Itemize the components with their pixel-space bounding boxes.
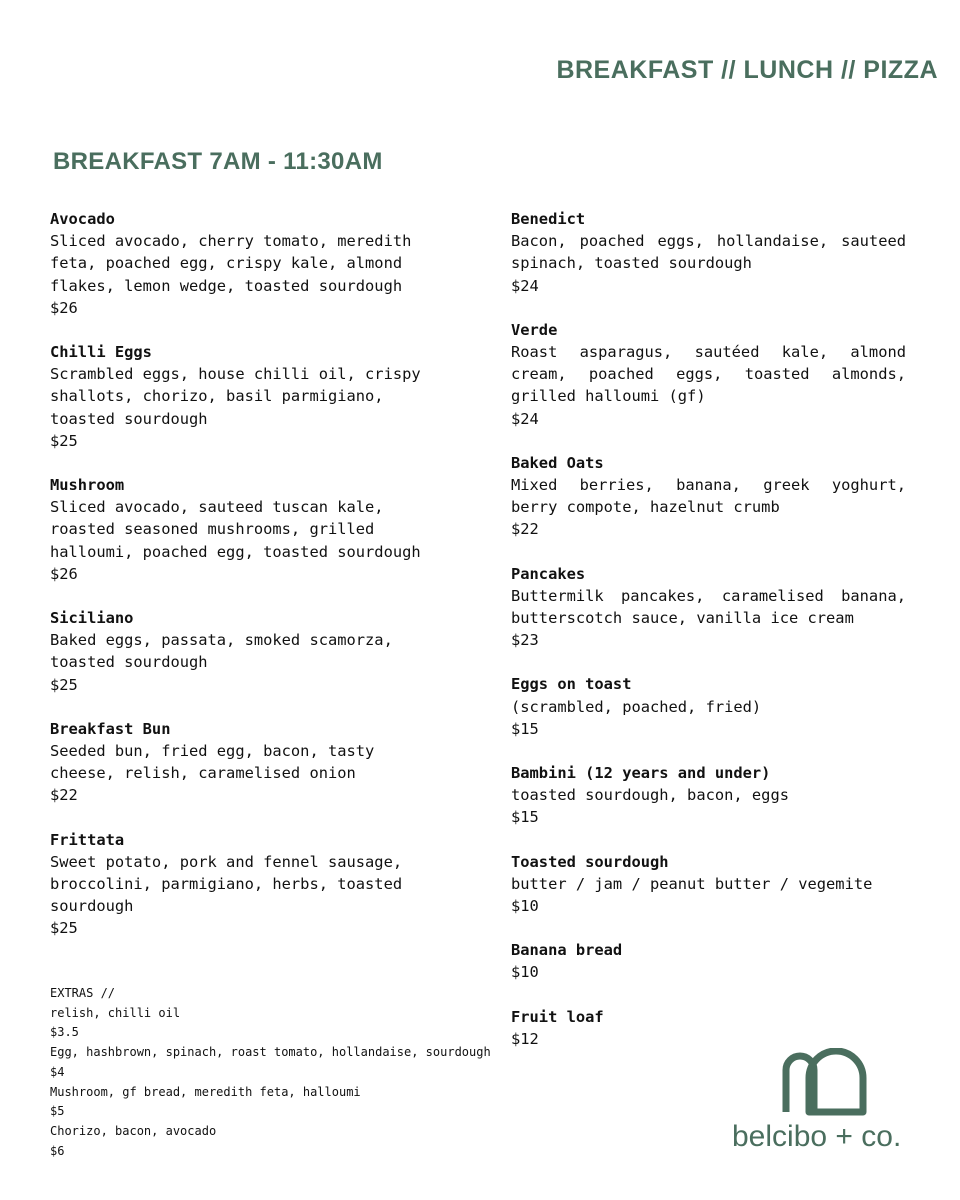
brand-logo-text: belcibo + co. [732, 1120, 902, 1153]
item-price: $12 [511, 1029, 539, 1048]
item-name: Bambini (12 years and under) [511, 764, 771, 783]
extras-price: $4 [50, 1064, 65, 1079]
extras-section [50, 984, 510, 1161]
item-price: $25 [50, 431, 78, 450]
menu-item [511, 452, 906, 541]
extras-price: $6 [50, 1143, 65, 1158]
item-description: Roast asparagus, sautéed kale, almond cream, poached eggs, toasted almonds, grilled halloumi (gf) [511, 343, 906, 406]
item-description: Buttermilk pancakes, caramelised banana, butterscotch sauce, vanilla ice cream [511, 586, 906, 628]
menu-item [50, 829, 430, 940]
item-price: $10 [511, 963, 539, 982]
item-price: $10 [511, 897, 539, 916]
item-description: Sliced avocado, sauteed tuscan kale, roasted seasoned mushrooms, grilled halloumi, poached egg, toasted sourdough [50, 498, 421, 561]
item-price: $15 [511, 808, 539, 827]
menu-item [511, 563, 906, 652]
item-name: Pancakes [511, 564, 586, 583]
item-description: Sliced avocado, cherry tomato, meredith feta, poached egg, crispy kale, almond flakes, lemon wedge, toasted sourdough [50, 232, 412, 295]
item-price: $26 [50, 298, 78, 317]
item-name: Siciliano [50, 609, 134, 628]
menu-item [511, 673, 906, 740]
right-menu-column [511, 208, 906, 1072]
menu-item [511, 319, 906, 430]
item-name: Benedict [511, 210, 586, 228]
item-name: Toasted sourdough [511, 852, 669, 871]
item-name: Eggs on toast [511, 675, 632, 694]
item-price: $15 [511, 719, 539, 738]
item-name: Frittata [50, 830, 125, 849]
left-menu-column [50, 208, 430, 962]
extras-items: relish, chilli oil [50, 1005, 181, 1020]
item-description: Sweet potato, pork and fennel sausage, broccolini, parmigiano, herbs, toasted sourdough [50, 852, 403, 916]
extras-items: Egg, hashbrown, spinach, roast tomato, hollandaise, sourdough [50, 1045, 491, 1060]
item-description: (scrambled, poached, fried) [511, 697, 762, 716]
item-name: Verde [511, 320, 558, 339]
menu-header-title: BREAKFAST // LUNCH // PIZZA [556, 56, 938, 84]
item-price: $22 [50, 786, 78, 805]
item-description: Mixed berries, banana, greek yoghurt, berry compote, hazelnut crumb [511, 476, 906, 517]
item-description: toasted sourdough, bacon, eggs [511, 786, 789, 805]
item-name: Breakfast Bun [50, 719, 171, 738]
menu-item [511, 851, 906, 918]
extras-items: Mushroom, gf bread, meredith feta, halloumi [50, 1084, 361, 1099]
item-price: $23 [511, 631, 539, 650]
item-price: $24 [511, 276, 539, 295]
menu-item [50, 341, 430, 452]
item-name: Fruit loaf [511, 1007, 604, 1026]
item-name: Avocado [50, 210, 115, 228]
item-name: Chilli Eggs [50, 343, 152, 362]
extras-items: Chorizo, bacon, avocado [50, 1123, 217, 1138]
item-name: Banana bread [511, 941, 623, 960]
item-description: Scrambled eggs, house chilli oil, crispy shallots, chorizo, basil parmigiano, toasted sourdough [50, 365, 421, 428]
brand-logo [728, 1048, 918, 1158]
menu-item [50, 718, 430, 807]
item-description: Baked eggs, passata, smoked scamorza, toasted sourdough [50, 631, 393, 672]
menu-item [511, 939, 906, 983]
item-name: Mushroom [50, 476, 125, 495]
extras-title: EXTRAS // [50, 986, 116, 1000]
menu-item [50, 607, 430, 696]
item-price: $25 [50, 919, 78, 938]
extras-price: $5 [50, 1104, 65, 1119]
arch-logo-icon [781, 1048, 869, 1116]
item-description: Bacon, poached eggs, hollandaise, sauteed spinach, toasted sourdough [511, 232, 906, 273]
item-price: $22 [511, 520, 539, 539]
menu-item [50, 474, 430, 585]
item-price: $26 [50, 564, 78, 583]
item-price: $24 [511, 409, 539, 428]
menu-item [50, 208, 430, 319]
breakfast-section-title: BREAKFAST 7AM - 11:30AM [53, 148, 383, 175]
item-name: Baked Oats [511, 453, 604, 472]
item-price: $25 [50, 675, 78, 694]
menu-item [511, 1006, 906, 1050]
extras-price: $3.5 [50, 1025, 79, 1040]
menu-item [511, 208, 906, 297]
item-description: butter / jam / peanut butter / vegemite [511, 874, 873, 893]
item-description: Seeded bun, fried egg, bacon, tasty cheese, relish, caramelised onion [50, 742, 375, 783]
menu-item [511, 762, 906, 829]
